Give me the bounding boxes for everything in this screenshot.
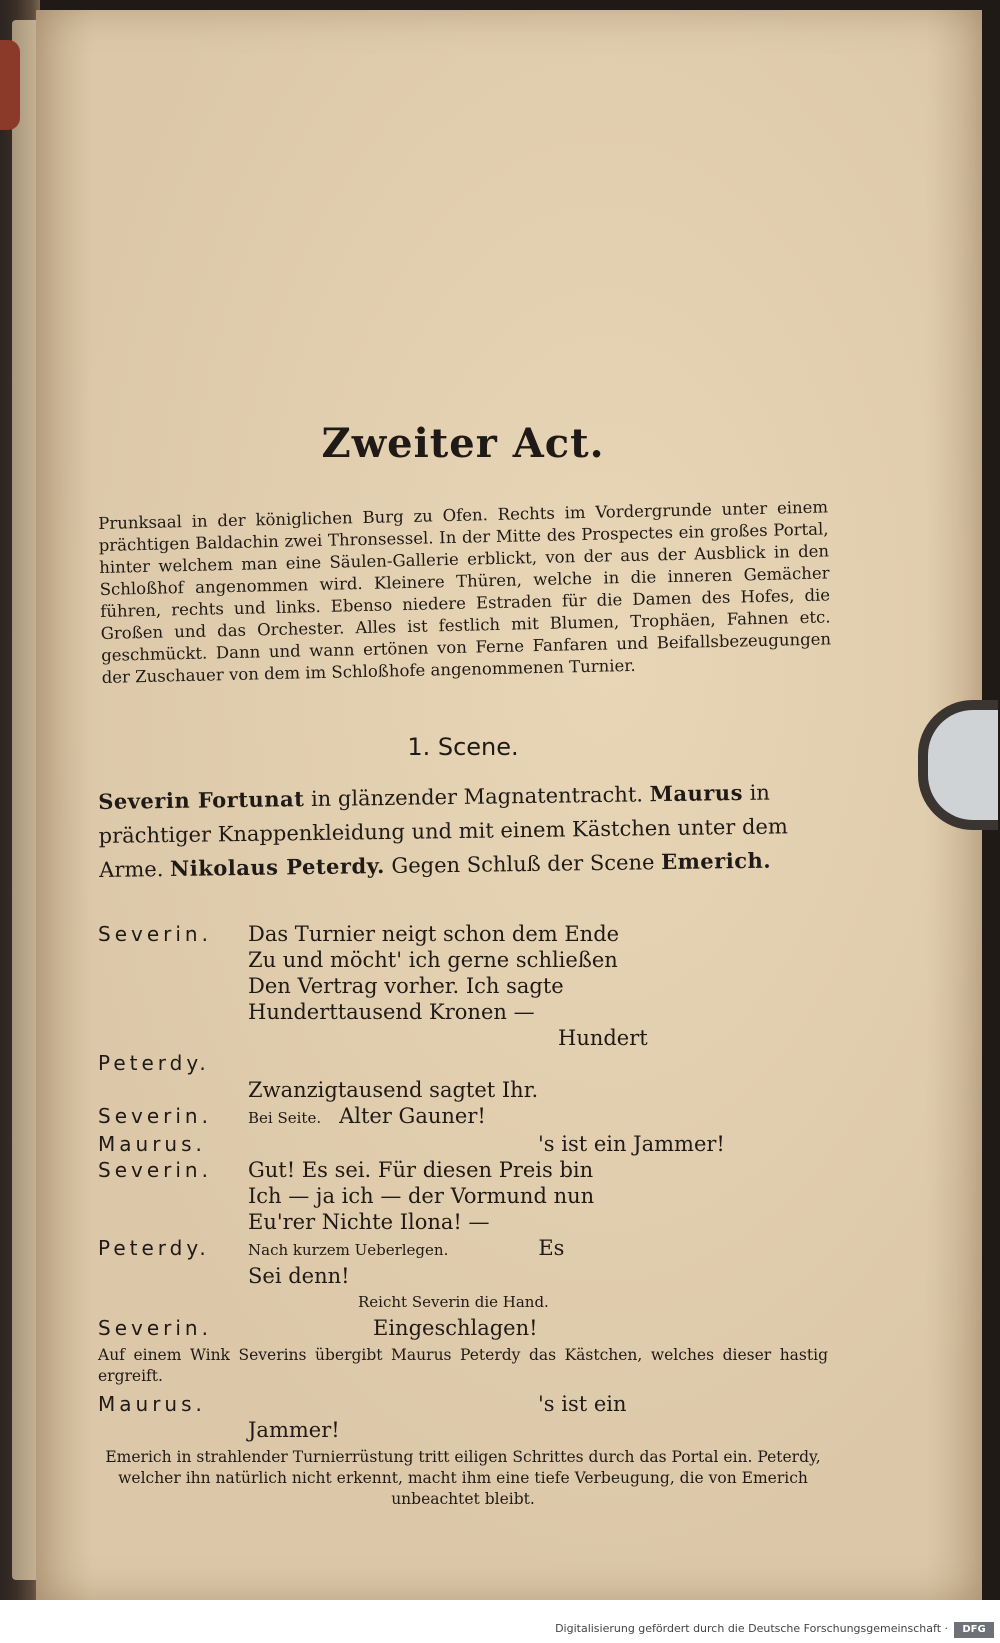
book-page <box>36 10 982 1600</box>
speech-text: Es <box>538 1236 565 1260</box>
stage-direction: Emerich in strahlender Turnierrüstung tritt eiligen Schrittes durch das Portal ein. Peterdy, welcher ihn natürlich nicht erkennt, macht ihm eine tiefe Verbeugung, die von Emerich unbeachtet bleibt. <box>105 1448 821 1508</box>
speech-text: Zu und möcht' ich gerne schließen <box>248 948 618 972</box>
speech-text: Gut! Es sei. Für diesen Preis bin <box>248 1158 594 1182</box>
speech-text: Hundert <box>558 1026 648 1050</box>
stage-direction: Auf einem Wink Severins übergibt Maurus Peterdy das Kästchen, welches dieser hastig ergreift. <box>98 1346 828 1385</box>
cast-emerich: Emerich. <box>660 847 772 875</box>
speaker-name: Severin. <box>98 1158 212 1182</box>
dialogue-line <box>98 947 828 973</box>
spine-bookmark <box>0 40 20 130</box>
speaker-name: Maurus. <box>98 1132 206 1156</box>
dialogue-line <box>98 999 828 1025</box>
cast-severin: Severin Fortunat <box>98 786 305 814</box>
digitization-footer <box>0 1600 1000 1643</box>
dfg-logo: DFG <box>954 1622 994 1638</box>
dialogue-line <box>98 1103 828 1131</box>
dialogue-line <box>98 1263 828 1289</box>
cast-list <box>98 775 829 887</box>
dialogue-line <box>98 973 828 999</box>
speech-text: Eu'rer Nichte Ilona! — <box>248 1210 490 1234</box>
speech-text: Zwanzigtausend sagtet Ihr. <box>248 1078 539 1102</box>
speech-text: Das Turnier neigt schon dem Ende <box>248 922 620 946</box>
speech-text: Jammer! <box>248 1418 340 1442</box>
dialogue-line <box>98 1157 828 1183</box>
cast-maurus-desc: in prächtiger Knappenkleidung und mit einem Kästchen unter dem Arme. <box>98 780 788 882</box>
opening-stage-direction: Prunksaal in der königlichen Burg zu Ofen. Rechts im Vordergrunde unter einem prächtigen Baldachin zwei Thronsessel. In der Mitte des Prospectes ein großes Portal, hinter welchem man eine Säulen-Gallerie erblickt, von der aus der Ausblick in den Schloßhof angenommen wird. Kleinere Thüren, welche in die inneren Gemächer führen, rechts und links. Ebenso niedere Estraden für die Damen des Hofes, die Großen und das Orchester. Alles ist festlich mit Blumen, Trophäen, Fahnen etc. geschmückt. Dann und wann ertönen von Ferne Fanfaren und Beifallsbezeugungen der Zuschauer von dem im Schloßhofe angenommenen Turnier. <box>98 497 832 687</box>
speaker-name: Severin. <box>98 1316 212 1340</box>
speaker-name: Severin. <box>98 922 212 946</box>
speaker-name: Severin. <box>98 1104 212 1128</box>
dialogue <box>98 921 828 1510</box>
scene-title: 1. Scene. <box>407 733 519 761</box>
footer-credit: Digitalisierung gefördert durch die Deutsche Forschungsgemeinschaft · <box>555 1622 948 1635</box>
speaker-name: Maurus. <box>98 1392 206 1416</box>
dialogue-line <box>98 1131 828 1157</box>
dialogue-line <box>98 1051 828 1077</box>
dialogue-line <box>98 1025 828 1051</box>
speech-text: Den Vertrag vorher. Ich sagte <box>248 974 564 998</box>
page-content <box>98 420 832 1514</box>
speech-text: 's ist ein <box>538 1392 627 1416</box>
cast-maurus: Maurus <box>649 779 744 807</box>
inline-stage-direction: Reicht Severin die Hand. <box>358 1293 549 1311</box>
dialogue-line <box>98 1391 828 1417</box>
act-title: Zweiter Act. <box>321 420 605 467</box>
cast-severin-desc: in glänzender Magnatentracht. <box>304 782 650 812</box>
dialogue-line <box>98 1289 828 1315</box>
page-clip <box>918 700 998 830</box>
dialogue-line <box>98 921 828 947</box>
inline-stage-direction: Bei Seite. <box>248 1109 322 1127</box>
speaker-name: Peterdy. <box>98 1051 210 1075</box>
speech-text: Sei denn! <box>248 1264 350 1288</box>
speech-text: Eingeschlagen! <box>373 1316 538 1340</box>
cast-peterdy: Nikolaus Peterdy. <box>169 853 385 882</box>
dialogue-line <box>98 1209 828 1235</box>
dialogue-line <box>98 1077 828 1103</box>
dialogue-line <box>98 1235 828 1263</box>
speech-text: Alter Gauner! <box>339 1104 486 1128</box>
speaker-name: Peterdy. <box>98 1236 210 1260</box>
speech-text: Ich — ja ich — der Vormund nun <box>248 1184 595 1208</box>
cast-emerich-note: Gegen Schluß der Scene <box>384 850 662 879</box>
dialogue-line <box>98 1183 828 1209</box>
speech-text: 's ist ein Jammer! <box>538 1132 725 1156</box>
dialogue-line <box>98 1315 828 1341</box>
inline-stage-direction: Nach kurzem Ueberlegen. <box>248 1241 449 1259</box>
dialogue-line <box>98 1417 828 1443</box>
speech-text: Hunderttausend Kronen — <box>248 1000 535 1024</box>
